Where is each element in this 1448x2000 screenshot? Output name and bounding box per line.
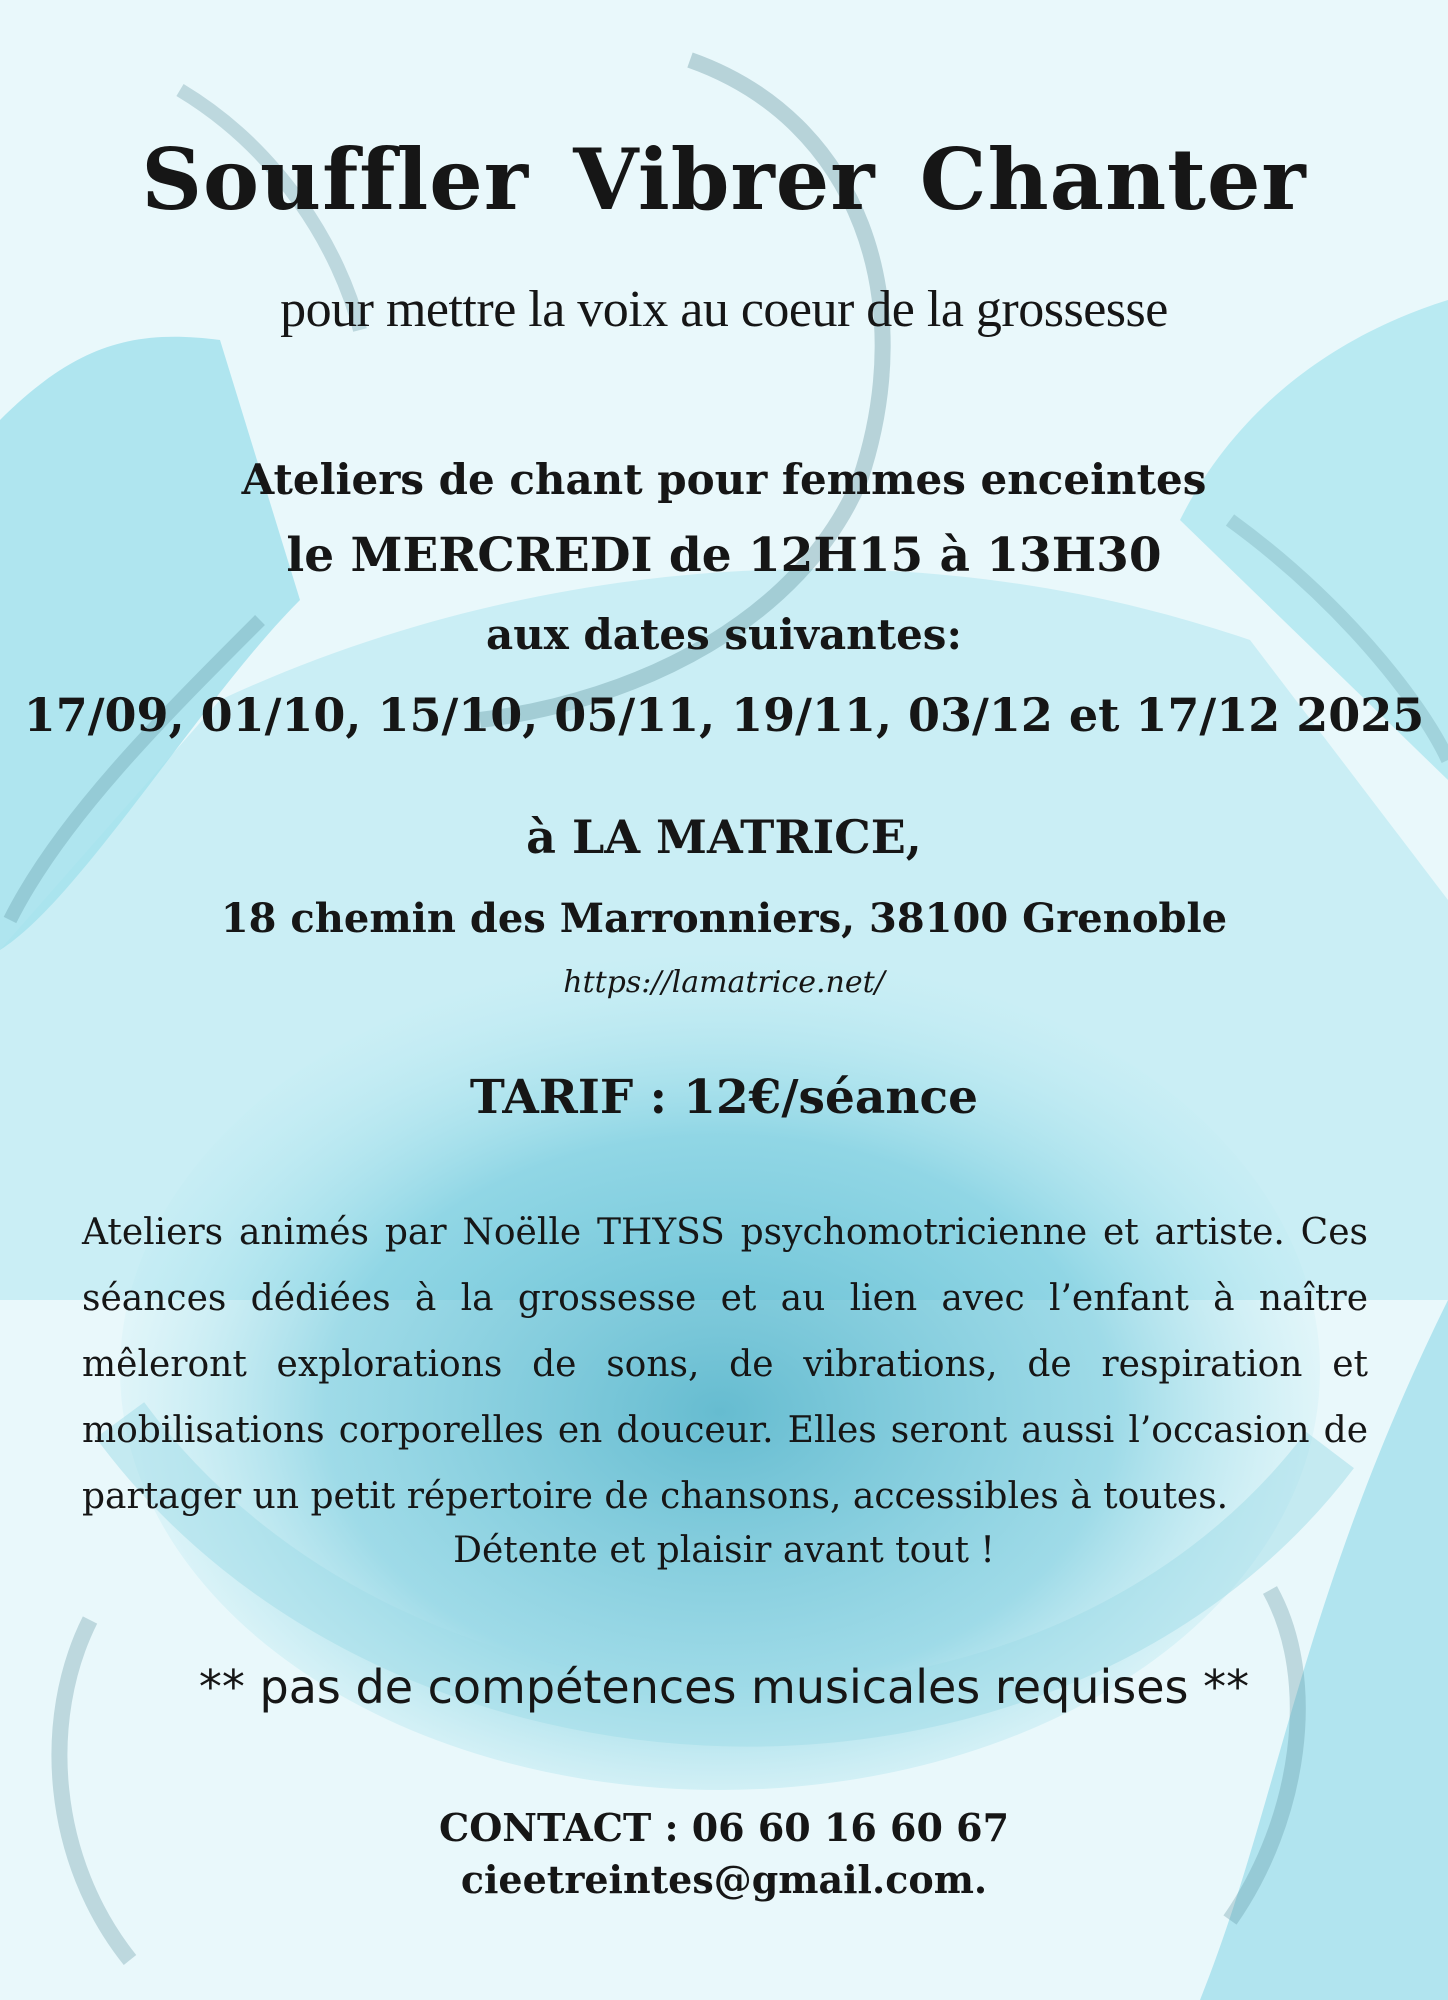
venue-name: à LA MATRICE, bbox=[526, 810, 922, 864]
venue-url[interactable]: https://lamatrice.net/ bbox=[563, 965, 885, 1000]
contact-phone: CONTACT : 06 60 16 60 67 bbox=[438, 1805, 1010, 1850]
schedule-line: le MERCREDI de 12H15 à 13H30 bbox=[286, 528, 1162, 583]
no-skills-note: ** pas de compétences musicales requises ** bbox=[198, 1660, 1250, 1714]
venue-address: 18 chemin des Marronniers, 38100 Grenoble bbox=[220, 895, 1228, 942]
flyer-subtitle: pour mettre la voix au coeur de la grossesse bbox=[280, 281, 1168, 338]
price: TARIF : 12€/séance bbox=[469, 1070, 979, 1125]
flyer-title: Souffler Vibrer Chanter bbox=[141, 130, 1307, 229]
contact-email[interactable]: cieetreintes@gmail.com. bbox=[460, 1857, 988, 1902]
closing-line: Détente et plaisir avant tout ! bbox=[453, 1530, 995, 1571]
description-paragraph: Ateliers animés par Noëlle THYSS psychomotricienne et artiste. Ces séances dédiées à la grossesse et au lien avec l’enfant à naître mêleront explorations de sons, de vibrations, de respiration et mobilisations corporelles en douceur. Elles seront aussi l’occasion de partager un petit répertoire de chansons, accessibles à toutes. bbox=[82, 1212, 1368, 1517]
dates-heading: aux dates suivantes: bbox=[486, 610, 962, 659]
intro-line: Ateliers de chant pour femmes enceintes bbox=[241, 455, 1207, 504]
dates-list: 17/09, 01/10, 15/10, 05/11, 19/11, 03/12 et 17/12 2025 bbox=[23, 688, 1425, 742]
